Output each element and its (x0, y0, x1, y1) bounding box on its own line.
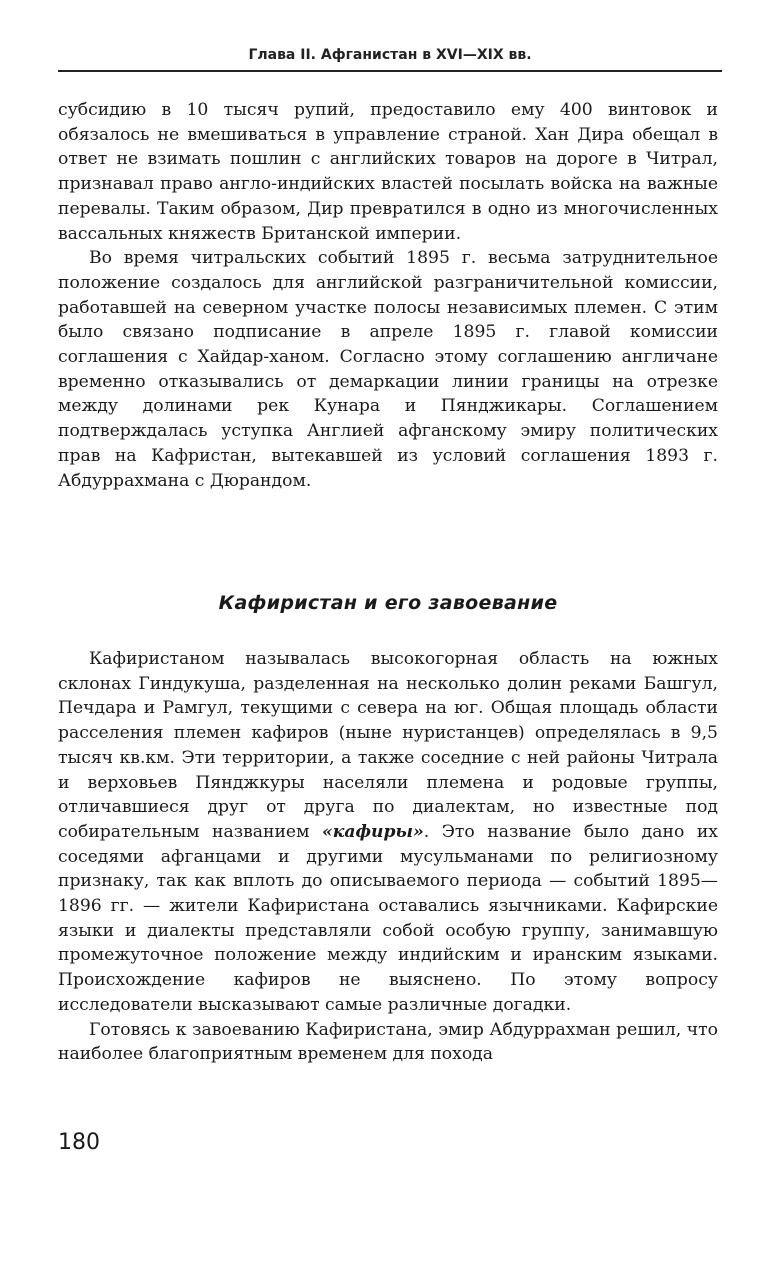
paragraph-text: Кафиристаном называлась высокогорная область на южных склонах Гиндукуша, разделенная на несколько долин реками Башгул, Печдара и Рамгул, текущими с севера на юг. Общая площадь области расселения племен кафиров (ныне нуристанцев) определялась в 9,5 тысяч кв.км. Эти территории, а также соседние с ней районы Читрала и верховьев Пянджкуры населяли племена и родовые группы, отличавшиеся друг от друга по диалектам, но известные под собирательным названием (58, 649, 718, 842)
page-number: 180 (58, 1130, 100, 1155)
text-block-top (58, 98, 718, 493)
paragraph: Во время читральских событий 1895 г. весьма затруднительное положение создалось для английской разграничительной комиссии, работавшей на северном участке полосы независимых племен. С этим было связано подписание в апреле 1895 г. главой комиссии соглашения с Хайдар-ханом. Согласно этому соглашению англичане временно отказывались от демаркации линии границы на отрезке между долинами рек Кунара и Пянджикары. Соглашением подтверждалась уступка Англией афганскому эмиру политических прав на Кафристан, вытекавшей из условий соглашения 1893 г. Абдуррахмана с Дюрандом. (58, 248, 718, 491)
paragraph: субсидию в 10 тысяч рупий, предоставило ему 400 винтовок и обязалось не вмешиваться в управление страной. Хан Дира обещал в ответ не взимать пошлин с английских товаров на дороге в Читрал, признавал право англо-индийских властей посылать войска на важные перевалы. Таким образом, Дир превратился в одно из многочисленных вассальных княжеств Британской империи. (58, 100, 718, 244)
running-head: Глава II. Афганистан в XVI—XIX вв. (58, 40, 722, 72)
text-block-bottom (58, 647, 718, 1067)
paragraph-text: . Это название было дано их соседями афганцами и другими мусульманами по религиозному признаку, так как вплоть до описываемого периода — событий 1895—1896 гг. — жители Кафиристана оставались язычниками. Кафирские языки и диалекты представляли собой особую группу, занимавшую промежуточное положение между индийским и иранским языками. Происхождение кафиров не выяснено. По этому вопросу исследователи высказывают самые различные догадки. (58, 821, 718, 1015)
section-heading: Кафиристан и его завоевание (218, 592, 558, 614)
paragraph: Готовясь к завоеванию Кафиристана, эмир Абдуррахман решил, что наиболее благоприятным временем для похода (58, 1019, 718, 1065)
paragraph (58, 647, 718, 1018)
emphasized-term: «кафиры» (321, 821, 424, 842)
